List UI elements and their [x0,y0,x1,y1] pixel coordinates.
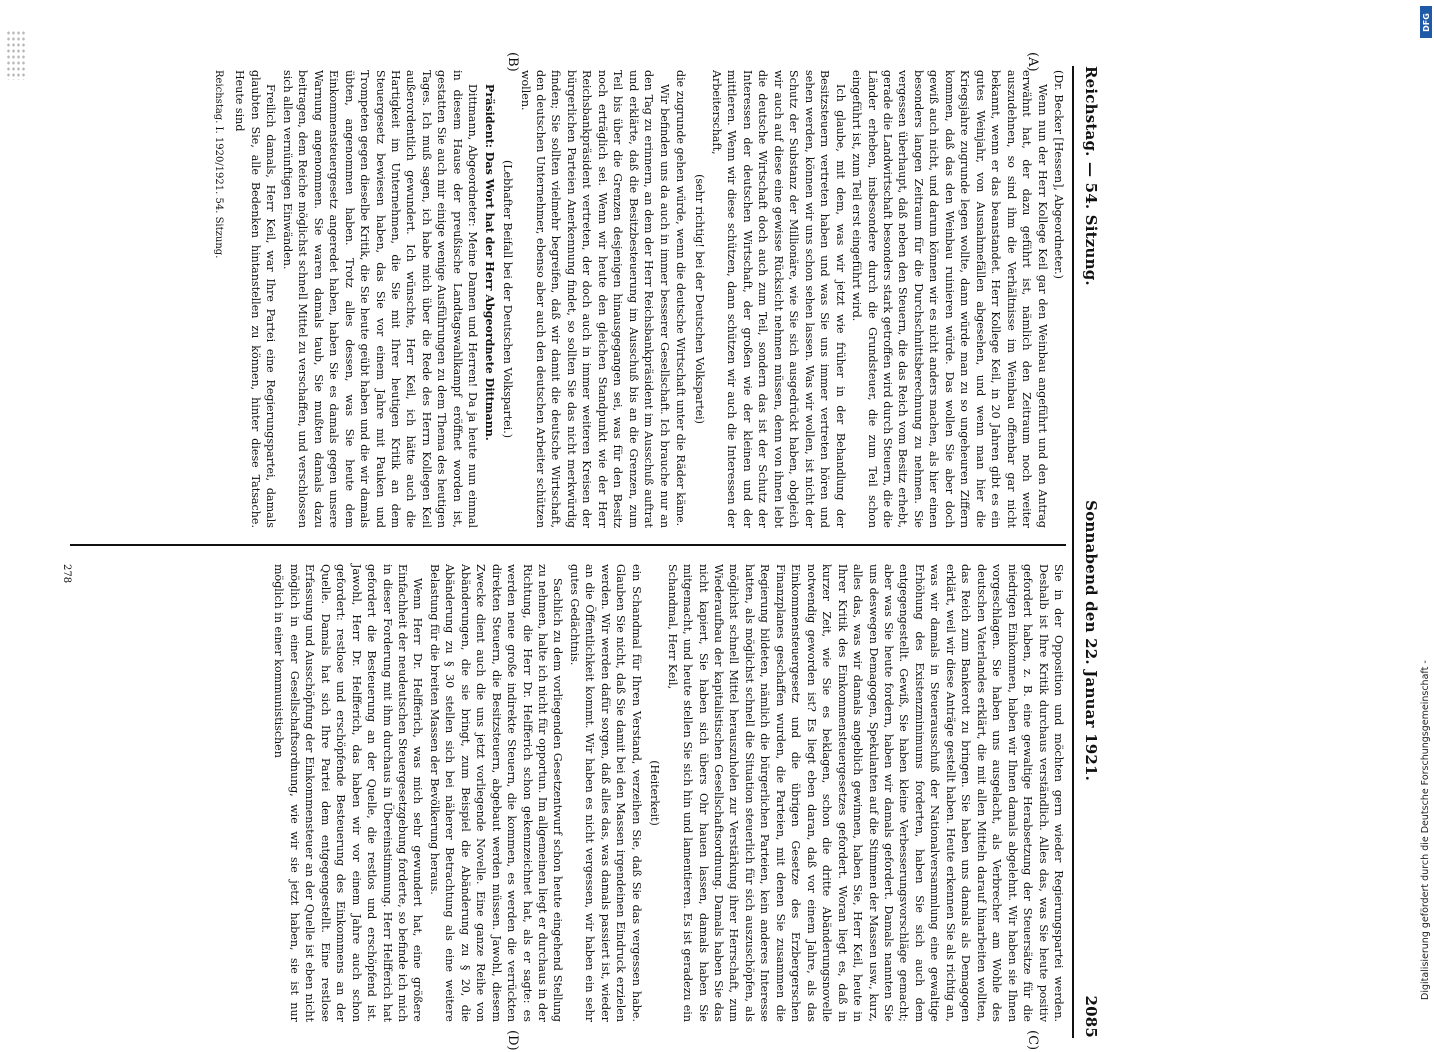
paragraph: Sie in der Opposition und möchten gern wieder Regierungspartei werden. Deshalb ist Ihre Kritik durchaus verständlich. Alles das, was Sie heute positiv gefordert haben, z. B. eine gewaltige Herabsetzung der Steuersätze für die niedrigen Einkommen, haben wir Ihnen damals abgelehnt. Wir haben sie Ihnen vorgeschlagen. Sie haben uns ausgelacht, als Verbrecher am Wohle des deutschen Vaterlandes erklärt, die mit allen Mitteln darauf hinarbeiten wollten, das Reich zum Bankerott zu bringen. Sie haben uns damals als Demagogen erklärt, weil wir diese Anträge gestellt haben. Heute erkennen Sie als richtig an, was wir damals in Steuerausschuß der Nationalversammlung eine gewaltige Erhöhung des Existenzminimums forderten, haben Sie sich auch dem entgegengestellt. Gewiß, Sie haben kleine Verbesserungsvorschläge gemacht; aber was Sie heute fordern, haben wir damals gefordert. Damals nannten Sie uns deswegen Demagogen, Spekulanten auf die Stimmen der Massen usw., kurz, alles das, was wir damals angeblich gewinnen, haben Sie, Herr Keil, heute in Ihrer Kritik des Einkommensteuergesetzes gefordert. Woran liegt es, daß in kurzer Zeit, wie Sie es beklagen, schon die dritte Abänderungsnovelle notwendig geworden ist? Es liegt eben daran, daß vor einem Jahre, als das Einkommensteuergesetz und die übrigen Gesetze des Erzbergerschen Finanzplanes geschaffen wurden, die Parteien, mit denen Sie zusammen die Regierung bildeten, nämlich die bürgerlichen Parteien, kein anderes Interesse hatten, als möglichst schnell die Situation steuerlich für sich auszuschöpfen, als möglichst schnell Mittel herauszuholen zur Verstärkung ihrer Herrschaft, zum Wiederaufbau der kapitalistischen Gesellschaftsordnung. Damals haben Sie das nicht kapiert, Sie haben sich übers Ohr hauen lassen, damals haben Sie mitgemacht, und heute stellen Sie sich hin und lamentieren. Es ist geradezu ein Schandmal, Herr Keil, [665,564,1065,1022]
column-divider [70,544,1066,546]
interjection: (sehr richtig! bei der Deutschen Volkspartei) [692,174,706,424]
paragraph: Dittmann, Abgeordneter: Meine Damen und Herren! Da ja heute nun einmal in diesem Hause der preußische Landtagswahlkampf eröffnet worden ist, gestatten Sie auch mir einige wenige Ausführungen zu dem Thema des heutigen Tages. Ich muß sagen, ich habe mich über die Rede des Herrn Kollegen Keil außerordentlich gewundert. Ich wünschte, Herr Keil, ich hätte auch die Hartigkeit im Unternehmen, die Sie mit Ihrer heutigen Kritik an dem Steuergesetz bewiesen haben, das Sie vor einem Jahre mit Pauken und Trompeten gegen dieselbe Kritik, die Sie heute geübt haben und die wir damals übten, angenommen haben. Trotz alles dessen, was Sie heute dem Einkommensteuergesetz angeredet haben, haben Sie es damals gegen unsere Warnung angenommen. Sie waren damals taub, Sie mußten damals dazu beitragen, dem Reiche möglichst schnell Mittel zu verschaffen, und verschlossen sich allen vernünftigen Einwänden. [280,70,480,528]
paragraph: Ich glaube, mit dem, was wir jetzt wie früher in der Behandlung der Besitzsteuern vertreten haben und was Sie uns immer vertreten hören und sehen werden, können wir uns schon sehen lassen. Was wir wollen, ist nicht der Schutz der Substanz der Millionäre, wie Sie sich ausgedrückt haben, obgleich wir auch auf diese eine gewisse Rücksicht nehmen müssen, denn von ihnen lebt die deutsche Wirtschaft doch auch zum Teil, sondern das ist der Schutz der Interessen der deutschen Wirtschaft, der großen wie der kleinen und der mittleren. Wenn wir diese schützen, dann schützen wir auch die Interessen der Arbeiterschaft, [710,70,847,528]
dfg-logo-text: DFG [1421,12,1431,32]
dfg-logo-icon [1420,6,1432,38]
paragraph: Wenn Herr Dr. Helfferich, was mich sehr gewundert hat, eine größere Einfachheit der neudeutschen Steuergesetzgebung forderte, so befinde ich mich in dieser Forderung mit ihm durchaus in Übereinstimmung. Herr Helfferich hat gefordert die Besteuerung an der Quelle, die restlos und erschöpfend ist. Jawohl, Herr Dr. Helfferich, das haben wir vor einem Jahre auch schon gefordert: restlose und erschöpfende Besteuerung des Einkommens an der Quelle. Damals hat sich Ihre Partei dem entgegengestellt. Eine restlose Erfassung und Ausschöpfung der Einkommensteuer an der Quelle ist eben nicht möglich in einer Gesellschaftsordnung, wie wir sie jetzt haben, sie ist nur möglich in einer kommunistischen [272,564,425,1022]
page-footer: Reichstag. I. 1920/1921. 54. Sitzung. [212,70,224,259]
header-page-number: 2085 [1082,995,1100,1038]
left-column [211,70,1066,528]
speaker-line: Präsident: Das Wort hat der Herr Abgeordnete Dittmann. [482,84,496,441]
rotated-document-page [50,52,1110,1052]
marker-d: (D) [505,1030,520,1051]
right-column [270,564,1066,1022]
header-session: Reichstag. — 54. Sitzung. [1082,66,1100,286]
scan-artifact [6,30,26,80]
header-date: Sonnabend den 22. Januar 1921. [1082,500,1100,782]
marker-b: (B) [505,52,520,72]
marker-c: (C) [1025,1030,1040,1051]
paragraph: die zugrunde gehen würde, wenn die deutsche Wirtschaft unter die Räder käme. [674,70,688,527]
paragraph: Wir befinden uns da auch in immer besserer Gesellschaft. Ich brauche nur an den Tag zu erinnern, an dem der Herr Reichsbankpräsident im Ausschuß auftrat und erklärte, daß die Besitzbesteuerung im Ausschuß bis an die Grenzen, zum Teil bis über die Grenzen desjenigen hinausgegangen sei, was für den Besitz noch erträglich sei. Wenn wir heute den gleichen Standpunkt wie der Herr Reichsbankpräsident vertreten, der doch auch in immer weiteren Kreisen der bürgerlichen Parteien Anerkennung findet, so sollten Sie das nicht merkwürdig finden; Sie sollten vielmehr begreifen, daß wir damit die deutsche Wirtschaft, den deutschen Unternehmer, ebenso aber auch den deutschen Arbeiter schützen wollen. [518,70,671,528]
paragraph: ein Schandmal für Ihren Verstand, verzeihen Sie, daß Sie das vergessen habe. Glauben Sie nicht, daß Sie damit bei den Massen irgendeinen Eindruck erzielen werden. Wir werden dafür sorgen, daß alles das, was damals passiert ist, wieder an die Öffentlichkeit kommt. Wir haben es nicht vergessen, wir haben ein sehr gutes Gedächtnis. [567,564,643,1022]
sheet-number: 278 [61,564,72,584]
header-rule [1072,66,1074,1038]
paragraph: Freilich damals, Herr Keil, war Ihre Partei eine Regierungspartei, damals glaubten Sie, alle Bedenken hintanstellen zu können, hinter diese Tatsache. Heute sind [233,70,278,528]
interjection: (Lebhafter Beifall bei der Deutschen Volkspartei.) [501,160,515,438]
marker-a: (A) [1025,52,1040,72]
paragraph: Sachlich zu dem vorliegenden Gesetzentwurf schon heute eingehend Stellung zu nehmen, halte ich nicht für opportun. Im allgemeinen liegt er durchaus in der Richtung, die Herr Dr. Helfferich schon gekennzeichnet hat, als er sagte: es werden neue große indirekte Steuern, die kommen, es werden die verrückten direkten Steuern, die Besitzsteuern, abgebaut werden müssen. Jawohl, diesem Zwecke dient auch die uns jetzt vorliegende Novelle. Eine ganze Reihe von Abänderungen, die sie bringt, zum Beispiel die Abänderung zu § 20, die Abänderung zu § 30 stellen sich bei näherer Betrachtung als eine weitere Belastung für die breiten Massen der Bevölkerung heraus. [427,564,565,1022]
page-header [1076,66,1106,1038]
interjection: (Heiterkeit) [648,760,662,826]
digitization-note: Digitalisierung gefördert durch die Deutsche Forschungsgemeinschaft - [1420,660,1431,1000]
paragraph: (Dr. Becker [Hessen], Abgeordneter.) [1052,70,1065,279]
paragraph: Wenn nun der Herr Kollege Keil gar den Weinbau angeführt und den Antrag erwähnt hat, der dazu geführt ist, nämlich den Zeitraum noch weiter auszudehnen, so sind ihm die Verhältnisse im Weinbau offenbar gar nicht bekannt, wenn er das beanstandet. Herr Kollege Keil, in 20 Jahren gibt es ein gutes Weinjahr, von Ausnahmefällen abgesehen, und wenn man hier die Kriegsjahre zugrunde legen wollte, dann würde man zu so ungeheuren Ziffern kommen, daß das den Weinbau ruinieren würde. Das wollen Sie aber doch gewiß auch nicht, und darum können wir es nicht anders machen, als hier einen besonders langen Zeitraum für die Durchschnittsberechnung zu nehmen. Sie vergessen überhaupt, daß neben den Steuern, die das Reich vom Besitz erhebt, gerade die Landwirtschaft besonders stark getroffen wird durch Steuern, die die Länder erheben, insbesondere durch die Grundsteuer, die zum Teil schon eingeführt ist, zum Teil erst eingeführt wird. [850,70,1049,528]
